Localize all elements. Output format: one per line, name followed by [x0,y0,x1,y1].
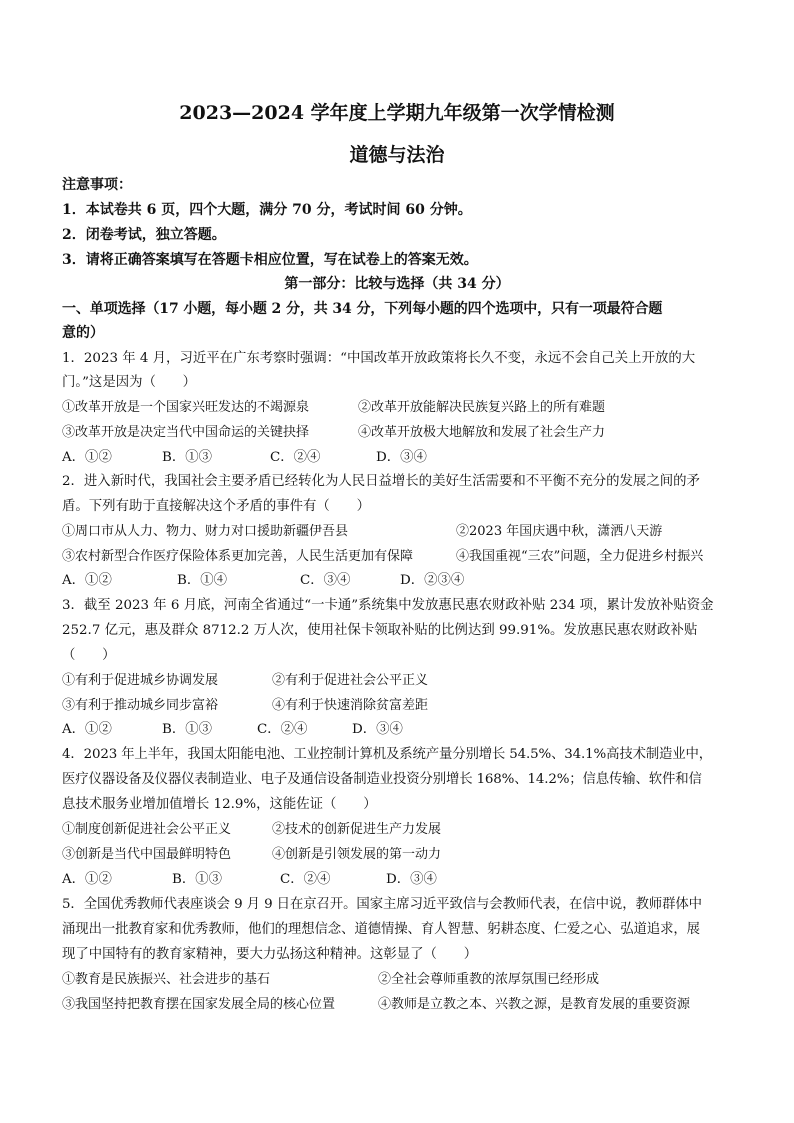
question-2-options [62,572,464,590]
exam-subject: 道德与法治 [349,144,445,166]
notice-label: 注意事项： [62,177,132,193]
question-1-statement: ④改革开放极大地解放和发展了社会生产力 [358,425,606,440]
option-d[interactable]: D．②③④ [400,573,465,588]
question-3-statement: ①有利于促进城乡协调发展 [62,673,219,688]
question-1-statement: ①改革开放是一个国家兴旺发达的不竭源泉 [62,400,310,415]
question-4-statement: ④创新是引领发展的第一动力 [272,847,442,862]
option-a[interactable]: A．①② [62,872,112,887]
question-4-options [62,871,437,889]
notice-item: 1．本试卷共 6 页，四个大题，满分 70 分，考试时间 60 分钟。 [62,202,472,218]
question-4-stem: 医疗仪器设备及仪器仪表制造业、电子及通信设备制造业投资分别增长 168%、14.2%；信息传输、软件和信 [62,772,702,787]
question-1-statement: ③改革开放是决定当代中国命运的关键抉择 [62,425,310,440]
question-3-stem: （ ） [62,648,116,663]
option-d[interactable]: D．③④ [352,722,403,737]
question-1-options [62,449,427,467]
question-5-stem: 5．全国优秀教师代表座谈会 9 月 9 日在京召开。国家主席习近平致信与会教师代表，在信中说，教师群体中 [62,897,702,912]
option-d[interactable]: D．③④ [376,450,427,465]
question-2-stem: 2．进入新时代，我国社会主要矛盾已经转化为人民日益增长的美好生活需要和不平衡不充分的发展之间的矛 [62,474,700,489]
question-5-stem: 涌现出一批教育家和优秀教师，他们的理想信念、道德情操、育人智慧、躬耕态度、仁爱之心、弘道追求，展 [62,922,700,937]
question-3-options [62,721,403,739]
question-4-stem: 4．2023 年上半年，我国太阳能电池、工业控制计算机及系统产量分别增长 54.5%、34.1%高技术制造业中， [62,747,713,762]
section-heading: 一、单项选择（17 小题，每小题 2 分，共 34 分，下列每小题的四个选项中，只有一项最符合题 [62,301,663,317]
question-3-statement: ③有利于推动城乡同步富裕 [62,698,219,713]
option-b[interactable]: B．①③ [162,450,213,465]
option-b[interactable]: B．①③ [162,722,213,737]
question-3-statement: ④有利于快速消除贫富差距 [272,698,429,713]
question-2-statement: ④我国重视“三农”问题，全力促进乡村振兴 [456,549,704,564]
question-1-stem: 1．2023 年 4 月，习近平在广东考察时强调：“中国改革开放政策将长久不变，永远不会自己关上开放的大 [62,351,696,366]
question-5-statement: ①教育是民族振兴、社会进步的基石 [62,972,271,987]
question-4-statement: ②技术的创新促进生产力发展 [272,822,442,837]
question-3-stem: 3．截至 2023 年 6 月底，河南全省通过“一卡通”系统集中发放惠民惠农财政补贴 234 项，累计发放补贴资金 [62,598,714,613]
question-4-statement: ③创新是当代中国最鲜明特色 [62,847,232,862]
question-4-statement: ①制度创新促进社会公平正义 [62,822,232,837]
option-a[interactable]: A．①② [62,450,112,465]
question-3-stem: 252.7 亿元，惠及群众 8712.2 万人次，使用社保卡领取补贴的比例达到 99.91%。发放惠民惠农财政补贴 [62,623,698,638]
option-a[interactable]: A．①② [62,722,112,737]
option-c[interactable]: C．②④ [280,872,331,887]
question-5-stem: 现了中国特有的教育家精神，要大力弘扬这种精神。这彰显了（ ） [62,947,478,962]
option-b[interactable]: B．①③ [172,872,223,887]
section-heading-cont: 意的） [62,325,104,341]
exam-title: 2023—2024 学年度上学期九年级第一次学情检测 [179,102,615,124]
question-2-statement: ③农村新型合作医疗保险体系更加完善，人民生活更加有保障 [62,549,414,564]
question-3-statement: ②有利于促进社会公平正义 [272,673,429,688]
notice-item: 3．请将正确答案填写在答题卡相应位置，写在试卷上的答案无效。 [62,252,478,268]
question-1-stem: 门。”这是因为（ ） [62,375,197,390]
option-d[interactable]: D．③④ [386,872,437,887]
question-4-stem: 息技术服务业增加值增长 12.9%，这能佐证（ ） [62,797,377,812]
option-b[interactable]: B．①④ [177,573,228,588]
option-c[interactable]: C．③④ [300,573,351,588]
question-1-statement: ②改革开放能解决民族复兴路上的所有难题 [358,400,606,415]
option-a[interactable]: A．①② [62,573,112,588]
question-5-statement: ③我国坚持把教育摆在国家发展全局的核心位置 [62,997,336,1012]
question-2-statement: ②2023 年国庆遇中秋，潇洒八天游 [456,524,663,539]
notice-item: 2．闭卷考试，独立答题。 [62,227,226,243]
question-5-statement: ④教师是立教之本、兴教之源，是教育发展的重要资源 [378,997,691,1012]
part-title: 第一部分：比较与选择（共 34 分） [284,276,510,292]
option-c[interactable]: C．②④ [257,722,308,737]
question-2-statement: ①周口市从人力、物力、财力对口援助新疆伊吾县 [62,524,349,539]
question-2-stem: 盾。下列有助于直接解决这个矛盾的事件有（ ） [62,499,370,514]
option-c[interactable]: C．②④ [270,450,321,465]
question-5-statement: ②全社会尊师重教的浓厚氛围已经形成 [378,972,600,987]
